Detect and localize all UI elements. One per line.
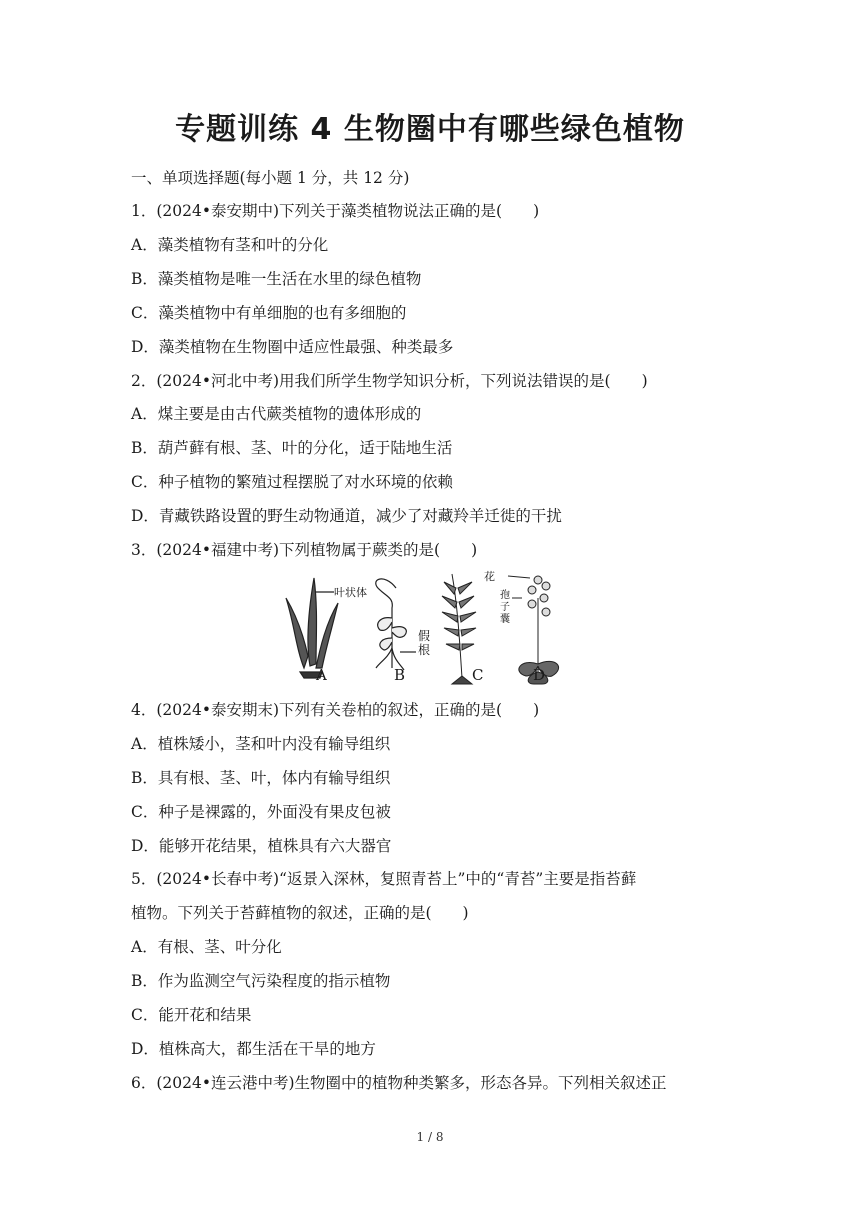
question-4-option-d: D．能够开花结果，植株具有六大器官 (131, 837, 392, 855)
question-5-stem-line-2: 植物。下列关于苔藓植物的叙述，正确的是( ) (131, 904, 469, 922)
label-flower: 花 (484, 570, 495, 583)
question-3-stem: 3．(2024•福建中考)下列植物属于蕨类的是( ) (131, 541, 478, 559)
label-sporangium-3: 囊 (500, 614, 510, 625)
page-title: 专题训练 4 生物圈中有哪些绿色植物 (175, 112, 685, 147)
question-1-option-a: A．藻类植物有茎和叶的分化 (131, 236, 329, 254)
plant-b-illustration (376, 579, 416, 670)
question-2-stem: 2．(2024•河北中考)用我们所学生物学知识分析，下列说法错误的是( ) (131, 372, 648, 390)
plant-a-illustration (286, 578, 338, 678)
plant-c-illustration (442, 574, 476, 684)
question-1-option-b: B．藻类植物是唯一生活在水里的绿色植物 (131, 270, 422, 288)
question-4-option-b: B．具有根、茎、叶，体内有输导组织 (131, 769, 391, 787)
label-thallus: 叶状体 (334, 586, 367, 599)
question-4-option-c: C．种子是裸露的，外面没有果皮包被 (131, 803, 391, 821)
question-2-option-a: A．煤主要是由古代蕨类植物的遗体形成的 (131, 405, 422, 423)
question-5-option-a: A．有根、茎、叶分化 (131, 938, 282, 956)
question-4-option-a: A．植株矮小，茎和叶内没有输导组织 (131, 735, 391, 753)
question-5-stem-line-1: 5．(2024•长春中考)“返景入深林，复照青苔上”中的“青苔”主要是指苔藓 (131, 870, 637, 888)
question-4-stem: 4．(2024•泰安期末)下列有关卷柏的叙述，正确的是( ) (131, 701, 540, 719)
question-5-option-b: B．作为监测空气污染程度的指示植物 (131, 972, 391, 990)
label-sporangium-2: 子 (500, 602, 510, 613)
question-2-option-b: B．葫芦藓有根、茎、叶的分化，适于陆地生活 (131, 439, 453, 457)
question-1-stem: 1．(2024•泰安期中)下列关于藻类植物说法正确的是( ) (131, 202, 540, 220)
figure-label-a: A (316, 666, 327, 684)
question-5-option-d: D．植株高大，都生活在干旱的地方 (131, 1040, 376, 1058)
question-6-stem: 6．(2024•连云港中考)生物圈中的植物种类繁多，形态各异。下列相关叙述正 (131, 1074, 667, 1092)
question-1-option-d: D．藻类植物在生物圈中适应性最强、种类最多 (131, 338, 454, 356)
label-sporangium-1: 孢 (500, 590, 510, 601)
question-2-option-c: C．种子植物的繁殖过程摆脱了对水环境的依赖 (131, 473, 453, 491)
figure-label-c: C (472, 666, 484, 684)
label-false-root-1: 假 (418, 629, 431, 643)
section-heading: 一、单项选择题(每小题 1 分，共 12 分) (131, 169, 410, 187)
page-number: 1 / 8 (416, 1130, 444, 1144)
question-5-option-c: C．能开花和结果 (131, 1006, 252, 1024)
question-1-option-c: C．藻类植物中有单细胞的也有多细胞的 (131, 304, 407, 322)
label-false-root-2: 根 (418, 643, 431, 657)
question-2-option-d: D．青藏铁路设置的野生动物通道，减少了对藏羚羊迁徙的干扰 (131, 507, 562, 525)
figure-label-b: B (394, 666, 406, 684)
figure-label-d: D (533, 666, 546, 684)
